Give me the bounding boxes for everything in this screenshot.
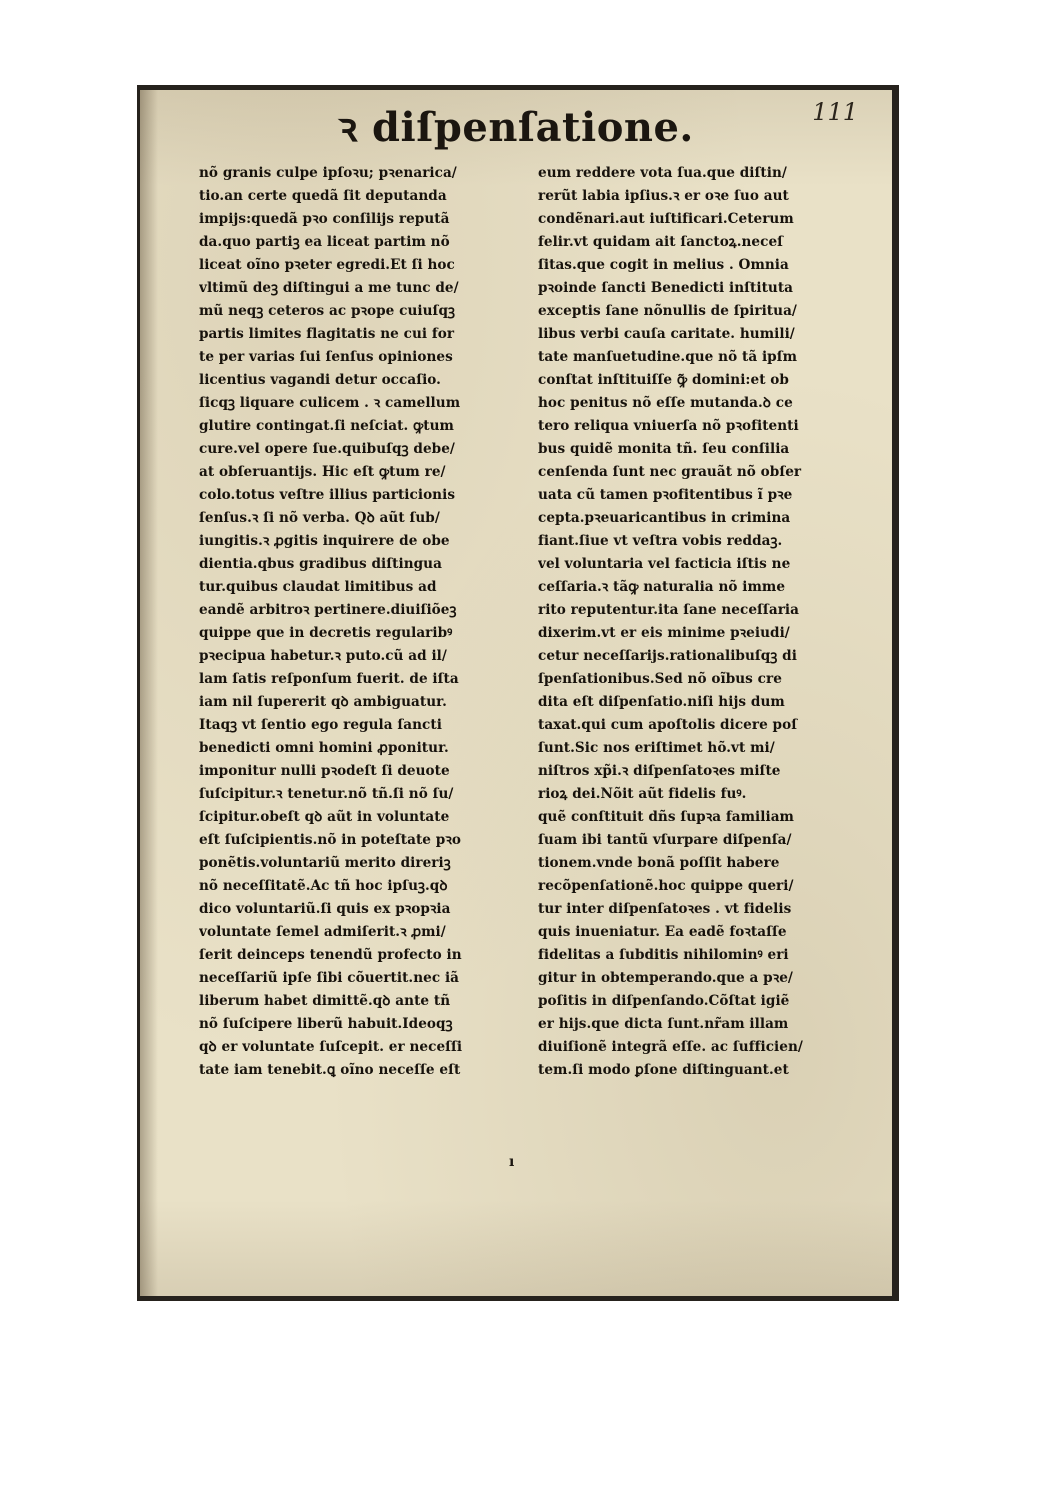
right-column-line: ceſſaria.ꝛ tãꝙ naturalia nõ imme — [538, 579, 786, 595]
left-column-line: eſt ſuſcipientis.nõ in poteſtate pꝛo — [199, 832, 461, 848]
left-column-line: dico voluntariũ.ſi quis ex pꝛopꝛia — [199, 901, 451, 917]
left-column-line: quippe que in decretis regularibꝰ — [199, 625, 453, 641]
left-column-line: da.quo partiꝫ ea liceat partim nõ — [199, 234, 450, 250]
left-column-line: liceat oĩno pꝛeter egredi.Et ſi hoc — [199, 257, 455, 273]
right-column-line: exceptis ſane nõnullis de ſpiritua/ — [538, 303, 797, 319]
right-column-line: felir.vt quidam ait ſanctoꝝ.neceſ — [538, 234, 784, 250]
left-column-line: partis limites flagitatis ne cui for — [199, 326, 455, 342]
right-column-line: tem.ſi modo ꝑſone diſtinguant.et — [538, 1062, 789, 1078]
right-column-line: rerũt labia ipſius.ꝛ er oꝛe ſuo aut — [538, 188, 789, 204]
scan-frame — [137, 85, 899, 1301]
left-column-line: qꝺ er voluntate ſuſcepit. er neceſſi — [199, 1039, 463, 1055]
left-column-line: mũ neqꝫ ceteros ac pꝛope cuiuſqꝫ — [199, 303, 456, 319]
left-column-line: ponẽtis.voluntariũ merito direriꝫ — [199, 855, 451, 871]
left-column-line: iungitis.ꝛ ꝓgitis inquirere de obe — [199, 533, 450, 549]
left-column-line: glutire contingat.ſi neſciat. ꝙtum — [199, 418, 454, 434]
right-column-line: taxat.qui cum apoſtolis dicere poſ — [538, 717, 798, 733]
right-column-line: diuiſionẽ integrã eſſe. ac ſufficien/ — [538, 1039, 803, 1055]
right-column-line: conſtat inſtituiſſe ꝙ̃ domini:et ob — [538, 372, 789, 388]
left-column-line: colo.totus veſtre illius particionis — [199, 487, 456, 503]
right-column-line: rioꝝ dei.Nõit aũt fidelis fuꝰ. — [538, 786, 747, 802]
right-column-line: gitur in obtemperando.que a pꝛe/ — [538, 970, 793, 986]
right-column-line: quẽ conſtituit dñs ſupꝛa familiam — [538, 809, 794, 825]
left-column-line: nõ ſuſcipere liberũ habuit.Ideoqꝫ — [199, 1016, 453, 1032]
right-column-line: niſtros xp̃i.ꝛ diſpenſatoꝛes miſte — [538, 763, 781, 779]
right-column-line: ſunt.Sic nos eriſtimet hõ.vt mi/ — [538, 740, 775, 756]
right-column-line: condẽnari.aut iuſtificari.Ceterum — [538, 211, 794, 227]
left-column-line: voluntate ſemel admiſerit.ꝛ ꝓmi/ — [199, 924, 446, 940]
left-column-line: pꝛecipua habetur.ꝛ puto.cũ ad il/ — [199, 648, 447, 664]
right-column-line: bus quidẽ monita tñ. ſeu conſilia — [538, 441, 790, 457]
right-column-line: cetur neceſſarijs.rationalibuſqꝫ di — [538, 648, 797, 664]
right-column-line: tate manſuetudine.que nõ tã ipſm — [538, 349, 798, 365]
right-column-line: cenſenda ſunt nec grauãt nõ obſer — [538, 464, 802, 480]
left-column-line: te per varias ſui ſenſus opiniones — [199, 349, 453, 365]
left-column-line: eandẽ arbitroꝛ pertinere.diuiſiõeꝫ — [199, 602, 457, 618]
right-column-line: fiant.ſiue vt veſtra vobis reddaꝫ. — [538, 533, 783, 549]
left-column-line: Itaqꝫ vt ſentio ego regula ſancti — [199, 717, 442, 733]
left-column-line: ſicqꝫ liquare culicem . ꝛ camellum — [199, 395, 461, 411]
right-column-line: er hijs.que dicta ſunt.nr̃am illam — [538, 1016, 789, 1032]
left-column-line: liberum habet dimittẽ.qꝺ ante tñ — [199, 993, 451, 1009]
left-column-line: ſcipitur.obeſt qꝺ aũt in voluntate — [199, 809, 450, 825]
left-column-line: cure.vel opere ſue.quibuſqꝫ debe/ — [199, 441, 455, 457]
left-column-line: benedicti omni homini ꝓponitur. — [199, 740, 449, 756]
running-head: ꝛ diſpenſatione. — [338, 104, 694, 151]
left-column-line: nõ granis culpe ipſoꝛu; pꝛenarica/ — [199, 165, 457, 181]
right-column-line: fidelitas a ſubditis nihilominꝰ eri — [538, 947, 789, 963]
right-column-line: eum reddere vota ſua.que diſtin/ — [538, 165, 787, 181]
right-column-line: quis inueniatur. Ea eadẽ foꝛtaſſe — [538, 924, 787, 940]
left-text-column — [199, 162, 517, 1082]
right-column-line: uata cũ tamen pꝛofitentibus ĩ pꝛe — [538, 487, 793, 503]
left-column-line: neceſſariũ ipſe ſibi cõuertit.nec iã — [199, 970, 460, 986]
catchmark: ı — [509, 1154, 515, 1170]
manuscript-page — [140, 90, 892, 1296]
right-column-line: dita eſt diſpenſatio.niſi hijs dum — [538, 694, 785, 710]
right-column-line: ſpenſationibus.Sed nõ oĩbus cre — [538, 671, 782, 687]
left-column-line: nõ neceſſitatẽ.Ac tñ hoc ipſuꝫ.qꝺ — [199, 878, 448, 894]
left-column-line: at obſeruantijs. Hic eſt ꝙtum re/ — [199, 464, 446, 480]
left-column-line: iam nil ſupererit qꝺ ambiguatur. — [199, 694, 447, 710]
right-column-line: rito reputentur.ita ſane neceſſaria — [538, 602, 799, 618]
left-column-line: tate iam tenebit.ꝗ oĩno neceſſe eſt — [199, 1062, 461, 1078]
right-column-line: libus verbi cauſa caritate. humili/ — [538, 326, 795, 342]
right-column-line: tero reliqua vniuerſa nõ pꝛofitenti — [538, 418, 799, 434]
right-column-line: vel voluntaria vel facticia iſtis ne — [538, 556, 791, 572]
left-column-line: imponitur nulli pꝛodeſt ſi deuote — [199, 763, 450, 779]
right-column-line: recõpenſationẽ.hoc quippe queri/ — [538, 878, 794, 894]
folio-number: 111 — [812, 98, 858, 126]
left-column-line: tio.an certe quedã ſit deputanda — [199, 188, 447, 204]
right-column-line: pꝛoinde ſancti Benedicti inſtituta — [538, 280, 794, 296]
left-column-line: tur.quibus claudat limitibus ad — [199, 579, 437, 595]
left-column-line: licentius vagandi detur occaſio. — [199, 372, 441, 388]
right-column-line: tionem.vnde bonã poſſit habere — [538, 855, 780, 871]
right-text-column — [538, 162, 856, 1082]
right-column-line: ſuam ibi tantũ vſurpare diſpenſa/ — [538, 832, 792, 848]
right-column-line: tur inter diſpenſatoꝛes . vt fidelis — [538, 901, 792, 917]
left-column-line: ſenſus.ꝛ ſi nõ verba. Qꝺ aũt ſub/ — [199, 510, 440, 526]
right-column-line: cepta.pꝛeuaricantibus in crimina — [538, 510, 791, 526]
right-column-line: poſitis in diſpenſando.Cõſtat igiẽ — [538, 993, 790, 1009]
left-column-line: ſerit deinceps tenendũ profecto in — [199, 947, 462, 963]
page-gutter-shadow — [140, 90, 158, 1296]
left-column-line: impijs:quedã pꝛo conſilijs reputã — [199, 211, 450, 227]
left-column-line: ſuſcipitur.ꝛ tenetur.nõ tñ.ſi nõ ſu/ — [199, 786, 454, 802]
left-column-line: lam ſatis reſponſum fuerit. de iſta — [199, 671, 459, 687]
left-column-line: vltimũ deꝫ diſtingui a me tunc de/ — [199, 280, 459, 296]
left-column-line: dientia.qbus gradibus diſtingua — [199, 556, 442, 572]
right-column-line: ſitas.que cogit in melius . Omnia — [538, 257, 789, 273]
right-column-line: hoc penitus nõ eſſe mutanda.ꝺ ce — [538, 395, 793, 411]
right-column-line: dixerim.vt er eis minime pꝛeiudi/ — [538, 625, 790, 641]
